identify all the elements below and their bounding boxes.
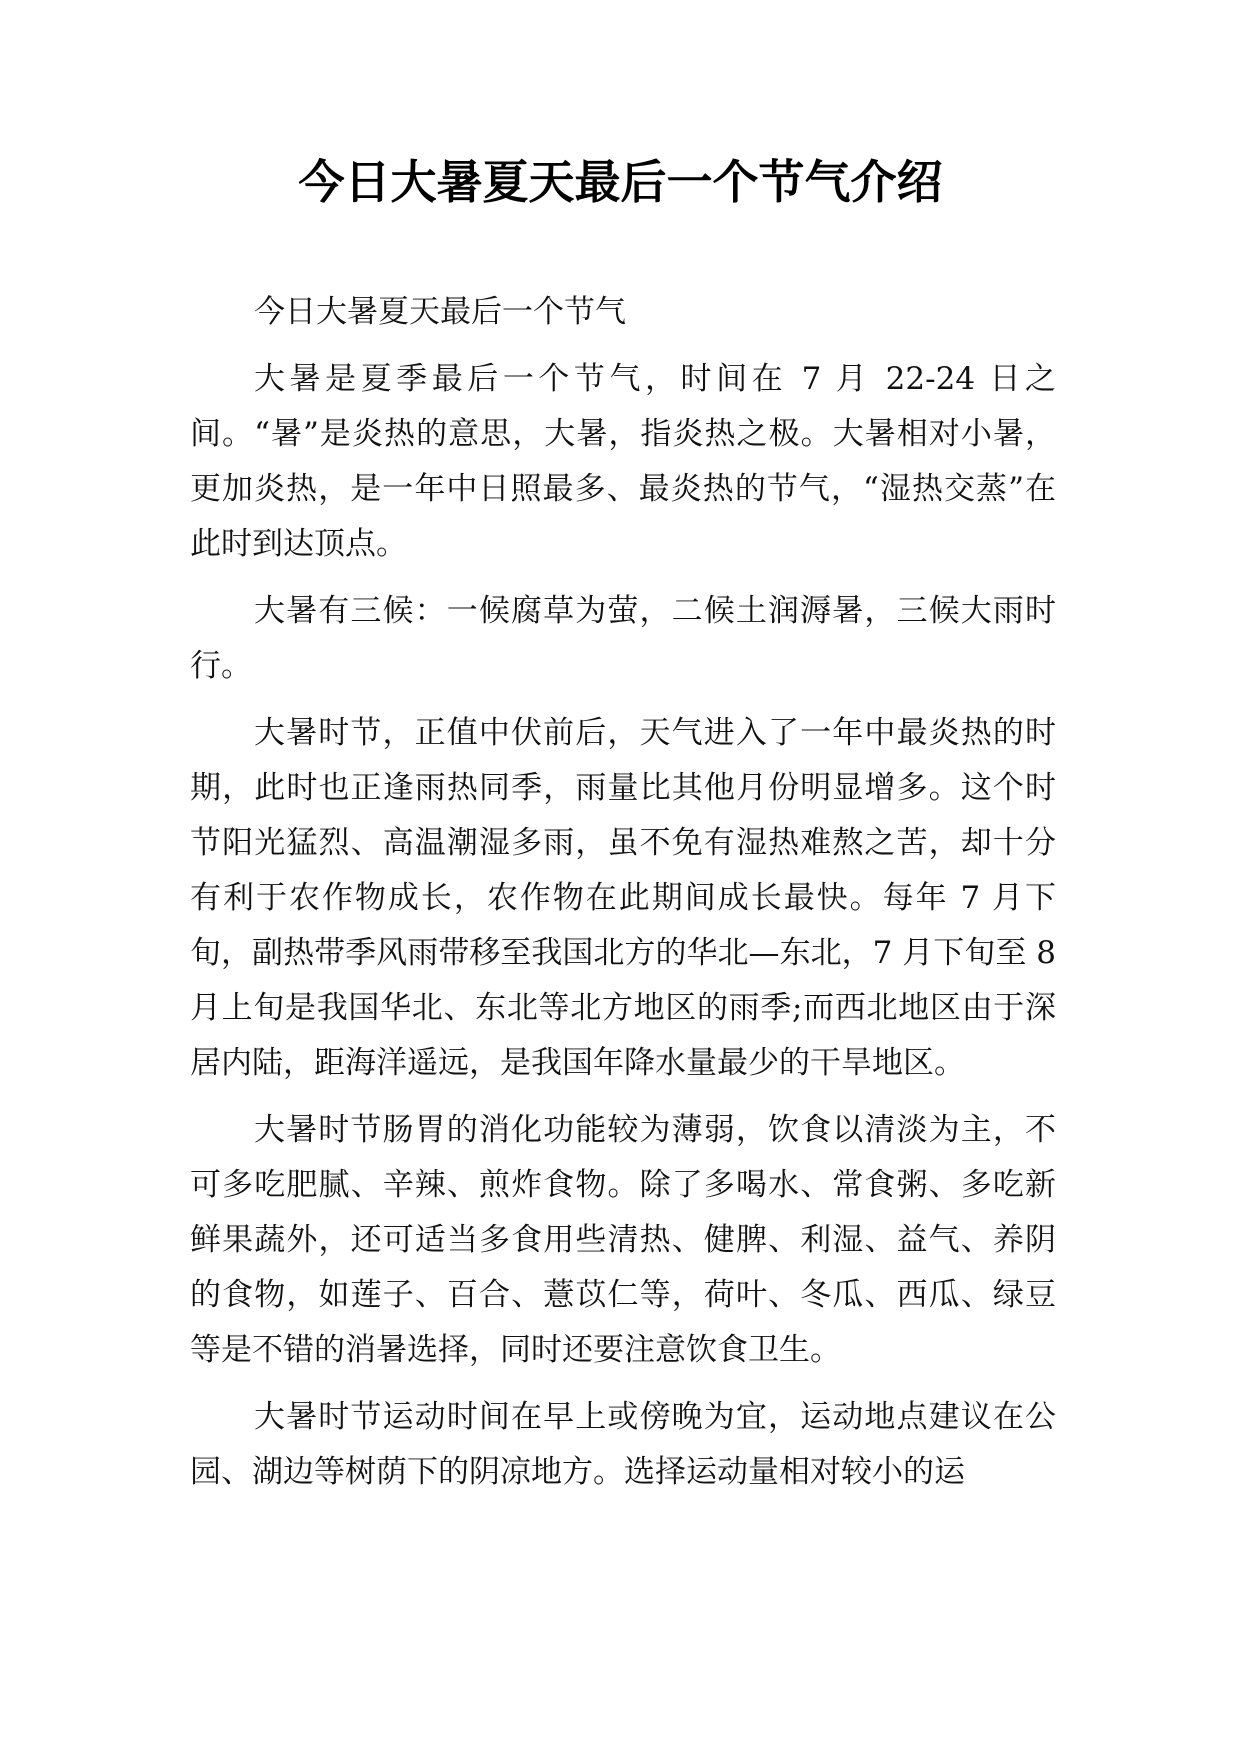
document-body bbox=[190, 285, 1056, 1512]
paragraph-three-phases: 大暑有三候：一候腐草为萤，二候土润溽暑，三候大雨时行。 bbox=[190, 593, 1056, 684]
paragraph-climate: 大暑时节，正值中伏前后，天气进入了一年中最炎热的时期，此时也正逢雨热同季，雨量比其他月份明显增多。这个时节阳光猛烈、高温潮湿多雨，虽不免有湿热难熬之苦，却十分有利于农作物成长，农作物在此期间成长最快。每年 7 月下旬，副热带季风雨带移至我国北方的华北—东北，7 月下旬至 8 月上旬是我国华北、东北等北方地区的雨季;而西北地区由于深居内陆，距海洋遥远，是我国年降水量最少的干旱地区。 bbox=[190, 715, 1056, 1081]
paragraph-exercise: 大暑时节运动时间在早上或傍晚为宜，运动地点建议在公园、湖边等树荫下的阴凉地方。选择运动量相对较小的运 bbox=[190, 1399, 1056, 1490]
paragraph-subtitle: 今日大暑夏天最后一个节气 bbox=[254, 294, 626, 330]
paragraph-intro: 大暑是夏季最后一个节气，时间在 7 月 22-24 日之间。“暑”是炎热的意思，大暑，指炎热之极。大暑相对小暑，更加炎热，是一年中日照最多、最炎热的节气，“湿热交蒸”在此时到达顶点。 bbox=[190, 361, 1056, 562]
paragraph-diet: 大暑时节肠胃的消化功能较为薄弱，饮食以清淡为主，不可多吃肥腻、辛辣、煎炸食物。除了多喝水、常食粥、多吃新鲜果蔬外，还可适当多食用些清热、健脾、利湿、益气、养阴的食物，如莲子、百合、薏苡仁等，荷叶、冬瓜、西瓜、绿豆等是不错的消暑选择，同时还要注意饮食卫生。 bbox=[190, 1112, 1056, 1368]
document-title: 今日大暑夏天最后一个节气介绍 bbox=[298, 155, 943, 209]
